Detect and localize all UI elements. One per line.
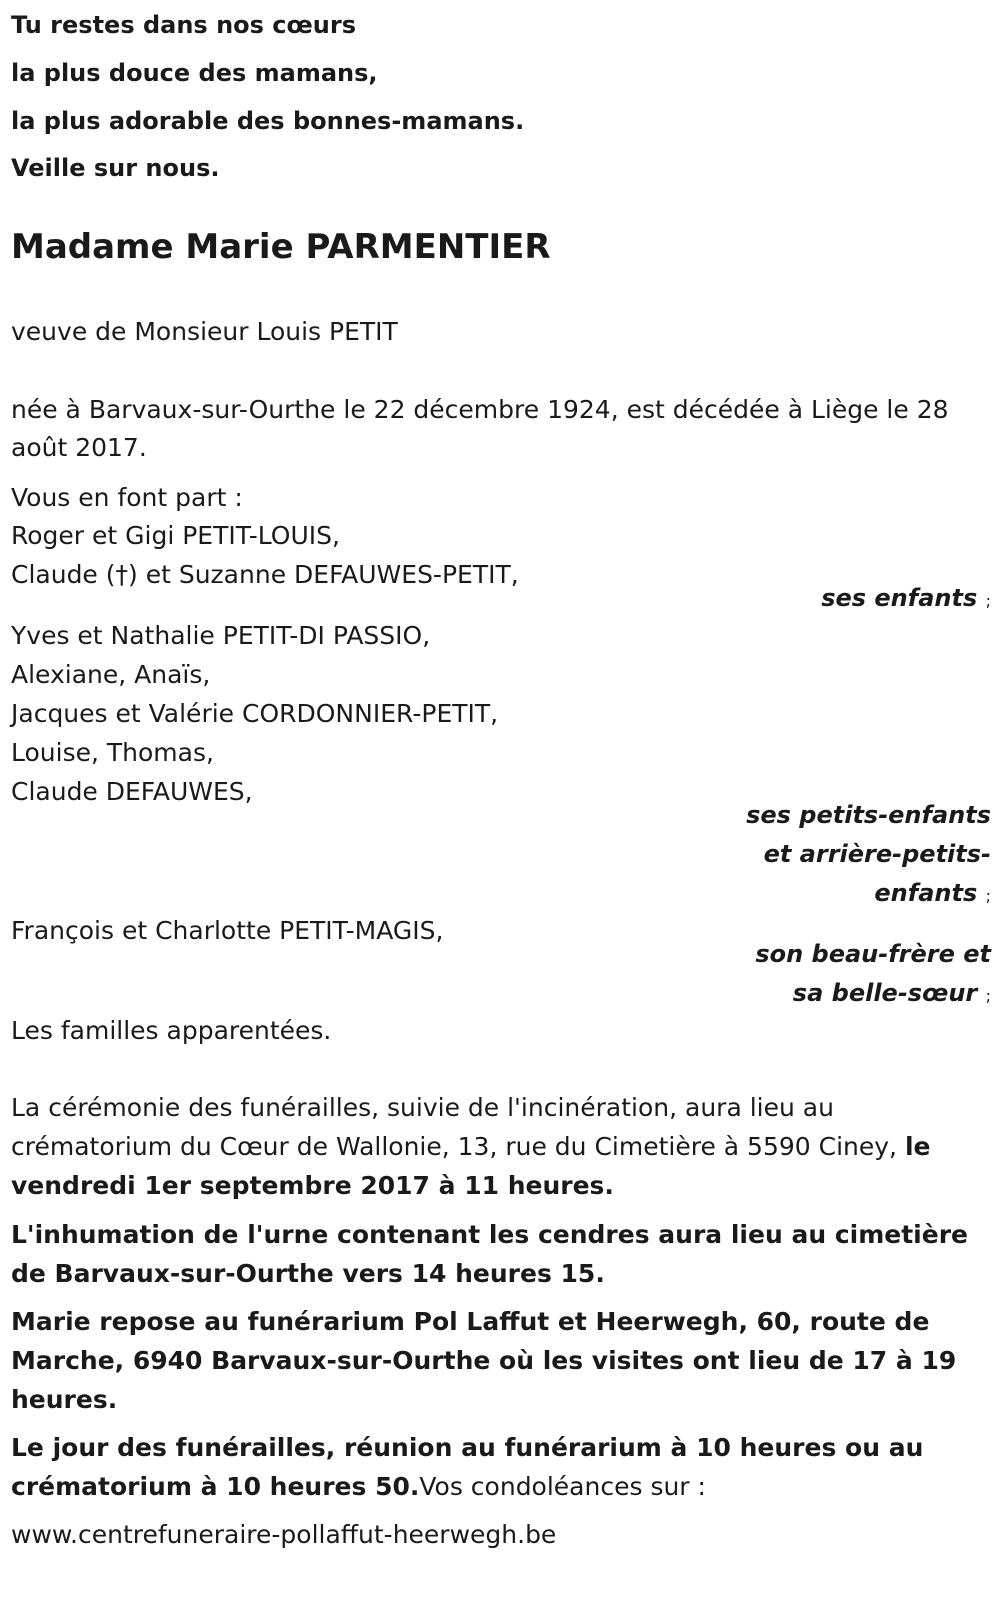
poem-line-3: la plus adorable des bonnes-mamans. — [11, 107, 525, 135]
grandchild-2: Alexiane, Anaïs, — [11, 660, 211, 689]
in-laws-role-label: sa belle-sœur — [792, 979, 978, 1007]
ceremony-date-start: le — [904, 1132, 931, 1161]
repose-line-2: Marche, 6940 Barvaux-sur-Ourthe où les visites ont lieu de 17 à 19 — [11, 1346, 957, 1375]
in-laws-role-line-1: son beau-frère et — [755, 940, 991, 968]
repose-line-3: heures. — [11, 1385, 118, 1414]
ceremony-line-1: La cérémonie des funérailles, suivie de l'incinération, aura lieu au — [11, 1093, 834, 1122]
crematorium-meeting-time: crématorium à 10 heures 50. — [11, 1472, 420, 1501]
grandchild-3: Jacques et Valérie CORDONNIER-PETIT, — [11, 699, 499, 728]
grandchild-5: Claude DEFAUWES, — [11, 777, 253, 806]
grandchildren-role-line-2: et arrière-petits- — [763, 840, 991, 868]
birth-death-line-2: août 2017. — [11, 433, 147, 462]
in-laws: François et Charlotte PETIT-MAGIS, — [11, 916, 444, 945]
condolences-label: Vos condoléances sur : — [419, 1472, 706, 1501]
grandchildren-role-semicolon: ; — [985, 886, 991, 905]
grandchild-4: Louise, Thomas, — [11, 738, 214, 767]
poem-line-2: la plus douce des mamans, — [11, 59, 378, 87]
repose-line-1: Marie repose au funérarium Pol Laffut et Heerwegh, 60, route de — [11, 1307, 930, 1336]
ceremony-line-2 — [11, 1127, 930, 1167]
burial-line-2: de Barvaux-sur-Ourthe vers 14 heures 15. — [11, 1259, 605, 1288]
children-role-label: ses enfants — [821, 584, 978, 612]
poem-line-1: Tu restes dans nos cœurs — [11, 11, 356, 39]
related-families: Les familles apparentées. — [11, 1016, 332, 1045]
deceased-name: Madame Marie PARMENTIER — [11, 227, 551, 267]
children-role-semicolon: ; — [985, 591, 991, 610]
child-1: Roger et Gigi PETIT-LOUIS, — [11, 521, 340, 550]
funeral-day-line-1: Le jour des funérailles, réunion au funérarium à 10 heures ou au — [11, 1433, 924, 1462]
funeral-day-line-2 — [11, 1467, 706, 1507]
poem-line-4: Veille sur nous. — [11, 154, 220, 182]
in-laws-role-line-2 — [793, 973, 991, 1016]
announcement-intro: Vous en font part : — [11, 483, 243, 512]
burial-line-1: L'inhumation de l'urne contenant les cendres aura lieu au cimetière — [11, 1220, 968, 1249]
ceremony-location: crématorium du Cœur de Wallonie, 13, rue du Cimetière à 5590 Ciney, — [11, 1132, 897, 1161]
children-role — [821, 578, 991, 621]
grandchild-1: Yves et Nathalie PETIT-DI PASSIO, — [11, 621, 431, 650]
grandchildren-role-label: enfants — [874, 879, 978, 907]
in-laws-role-semicolon: ; — [985, 986, 991, 1005]
widow-of: veuve de Monsieur Louis PETIT — [11, 317, 398, 346]
child-2: Claude (†) et Suzanne DEFAUWES-PETIT, — [11, 560, 519, 589]
ceremony-date: vendredi 1er septembre 2017 à 11 heures. — [11, 1171, 614, 1200]
birth-death-line-1: née à Barvaux-sur-Ourthe le 22 décembre 1924, est décédée à Liège le 28 — [11, 395, 949, 424]
grandchildren-role-line-3 — [874, 873, 991, 916]
grandchildren-role-line-1: ses petits-enfants — [746, 801, 991, 829]
condolences-website-link[interactable]: www.centrefuneraire-pollaffut-heerwegh.be — [11, 1520, 557, 1549]
